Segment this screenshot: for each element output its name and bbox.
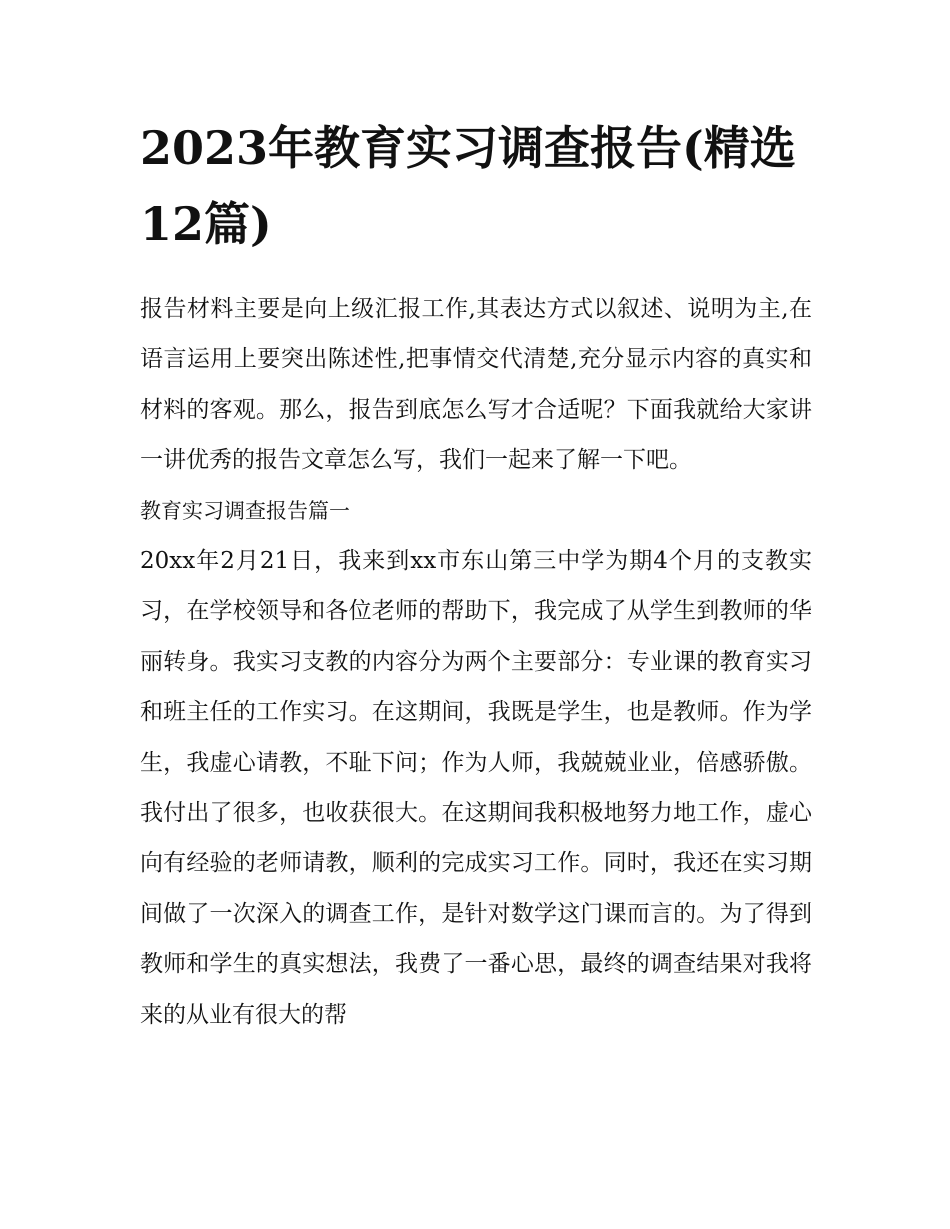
document-page <box>140 110 812 1040</box>
section-heading: 教育实习调查报告篇一 <box>140 498 350 523</box>
document-title: 2023年教育实习调查报告(精选12篇) <box>140 121 796 251</box>
intro-paragraph: 报告材料主要是向上级汇报工作,其表达方式以叙述、说明为主,在语言运用上要突出陈述性,把事情交代清楚,充分显示内容的真实和材料的客观。那么，报告到底怎么写才合适呢？下面我就给大家讲一讲优秀的报告文章怎么写，我们一起来了解一下吧。 <box>140 296 812 474</box>
body-paragraph: 20xx年2月21日，我来到xx市东山第三中学为期4个月的支教实习，在学校领导和各位老师的帮助下，我完成了从学生到教师的华丽转身。我实习支教的内容分为两个主要部分：专业课的教育实习和班主任的工作实习。在这期间，我既是学生，也是教师。作为学生，我虚心请教，不耻下问；作为人师，我兢兢业业，倍感骄傲。我付出了很多，也收获很大。在这期间我积极地努力地工作，虚心向有经验的老师请教，顺利的完成实习工作。同时，我还在实习期间做了一次深入的调查工作，是针对数学这门课而言的。为了得到教师和学生的真实想法，我费了一番心思，最终的调查结果对我将来的从业有很大的帮 <box>140 548 812 1028</box>
